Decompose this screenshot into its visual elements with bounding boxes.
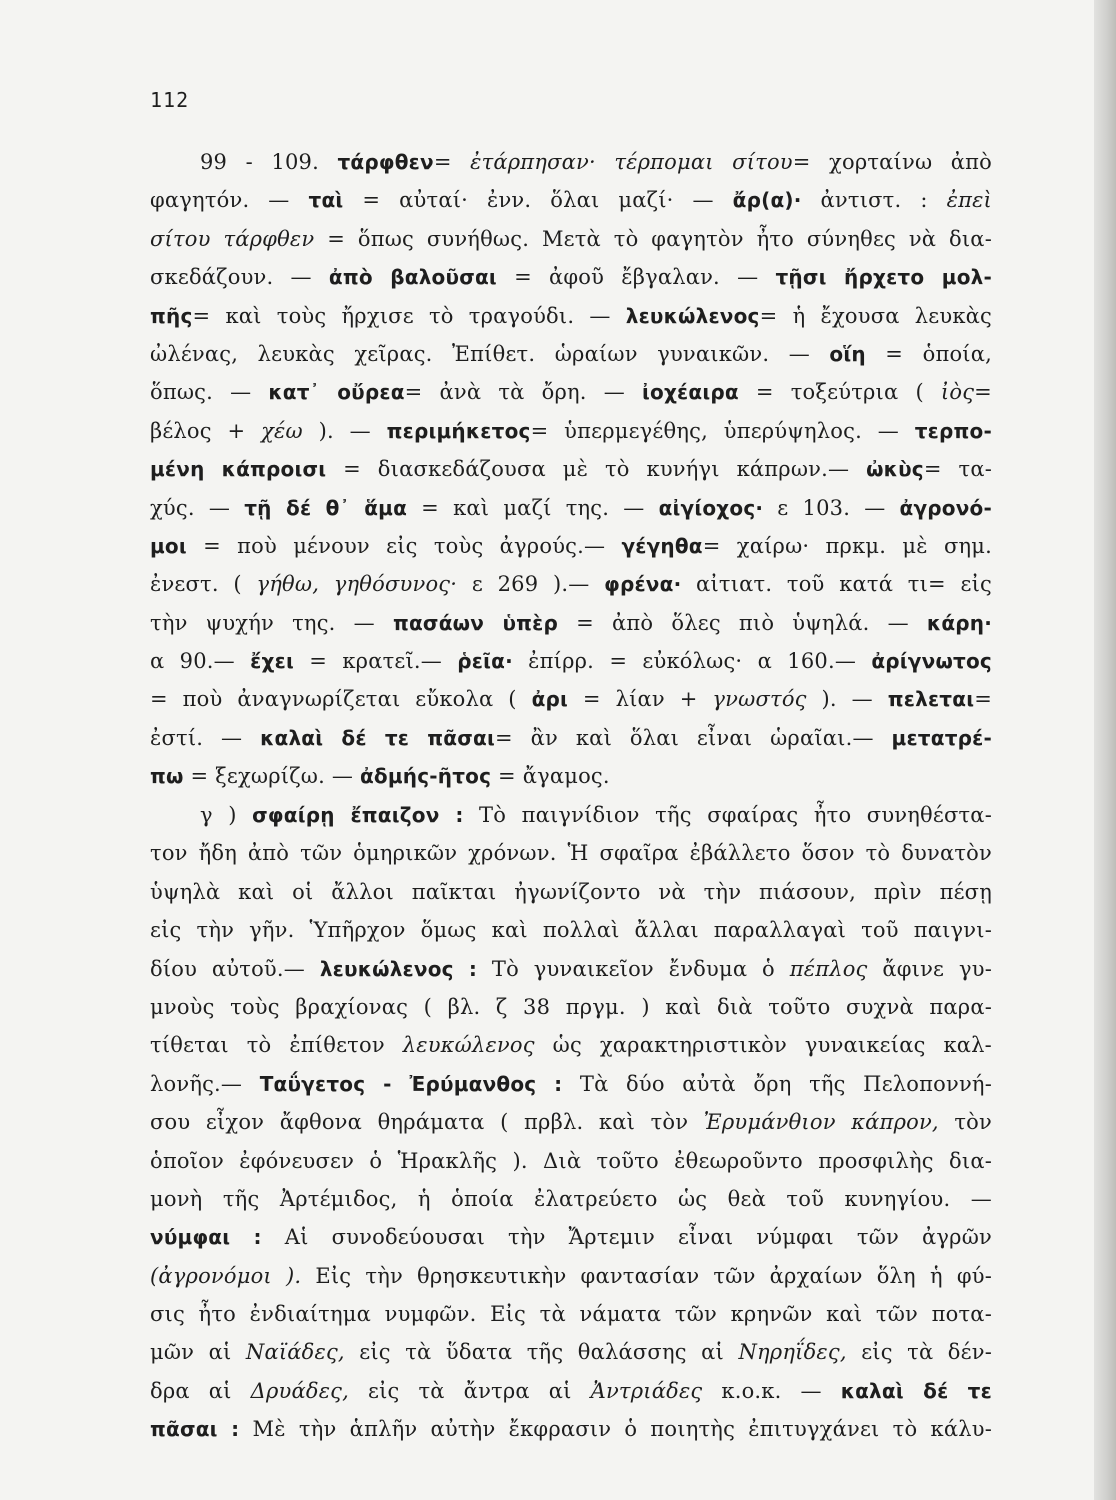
gloss-text: ε 103. —	[763, 495, 900, 520]
text-line	[150, 1257, 992, 1295]
lemma-term: ἀδμής-ῆτος	[359, 764, 492, 789]
gloss-text: ε 269 ).—	[457, 572, 605, 597]
gloss-text: =	[974, 687, 992, 712]
text-line	[150, 1103, 992, 1141]
gloss-text: ἀντιστ. :	[801, 188, 947, 213]
text-line	[150, 489, 992, 527]
gloss-text: = ἄγαμος.	[491, 764, 610, 789]
italic-text: (ἀγρονόμοι ).	[150, 1263, 302, 1288]
lemma-term: περιμήκετος	[386, 418, 531, 443]
lemma-term: πασάων ὑπὲρ	[392, 610, 559, 635]
text-line	[150, 873, 992, 911]
text-line	[150, 412, 992, 450]
lemma-term: σφαίρῃ ἔπαιζον :	[252, 803, 464, 827]
italic-text: χέω	[261, 418, 303, 443]
text-line	[150, 1372, 992, 1410]
italic-text: πέπλος	[789, 956, 868, 981]
italic-text: λευκώλενος	[402, 1033, 535, 1058]
gloss-text: εἰς τὰ δέν-	[846, 1340, 992, 1365]
lemma-term: καλαὶ δέ τε πᾶσαι	[260, 725, 495, 750]
text-line	[150, 1333, 992, 1371]
gloss-text: μονὴ τῆς Ἀρτέμιδος, ἡ ὁποία ἐλατρεύετο ὡς θεὰ τοῦ κυνηγίου. —	[150, 1186, 992, 1211]
gloss-text: δίου αὐτοῦ.—	[150, 956, 320, 981]
gloss-text: = αὐταί· ἐνν. ὅλαι μαζί· —	[343, 188, 733, 213]
gloss-text: τον ἤδη ἀπὸ τῶν ὁμηρικῶν χρόνων. Ἡ σφαῖρα ἐβάλλετο ὅσον τὸ δυνατὸν	[150, 841, 992, 866]
gloss-text: = ἂν καὶ ὅλαι εἶναι ὡραῖαι.—	[494, 725, 892, 750]
commentary-gamma	[150, 796, 992, 1449]
text-line	[150, 450, 992, 488]
lemma-term: ἀπὸ βαλοῦσαι	[328, 265, 497, 290]
gloss-text: κ.ο.κ. —	[702, 1378, 841, 1403]
lemma-term: ταὶ	[308, 188, 344, 213]
text-line	[150, 1410, 992, 1448]
gloss-text: Τὰ δύο αὐτὰ ὄρη τῆς Πελοποννή-	[562, 1071, 992, 1096]
italic-text: Νηρηΐδες,	[738, 1340, 847, 1365]
text-line	[150, 1065, 992, 1103]
gloss-text: λονῆς.—	[150, 1071, 260, 1096]
lemma-term: μοι	[150, 533, 187, 558]
italic-text: σίτου τάρφθεν	[150, 226, 315, 251]
lemma-term: νύμφαι :	[150, 1225, 262, 1250]
gloss-text: = ὅπως συνήθως. Μετὰ τὸ φαγητὸν ἦτο σύνηθες νὰ δια-	[314, 226, 992, 251]
gloss-text: = ποὺ μένουν εἰς τοὺς ἀγρούς.—	[186, 533, 622, 558]
lemma-term: ἄρ(α)·	[732, 188, 802, 213]
lemma-term: μετατρέ-	[891, 725, 993, 750]
gloss-text: ἐνεστ. (	[150, 572, 257, 597]
text-line	[150, 796, 992, 834]
gloss-text: ὠλένας, λευκὰς χεῖρας. Ἐπίθετ. ὡραίων γυναικῶν. —	[150, 341, 830, 366]
page-number: 112	[150, 88, 190, 112]
lemma-term: τάρφθεν	[337, 150, 434, 174]
gloss-text: τίθεται τὸ ἐπίθετον	[150, 1033, 403, 1058]
gloss-text: εἰς τὴν γῆν. Ὑπῆρχον ὅμως καὶ πολλαὶ ἄλλαι παραλλαγαὶ τοῦ παιγνι-	[150, 918, 992, 943]
gloss-text: = τα-	[923, 457, 993, 482]
text-line	[150, 604, 992, 642]
lemma-term: οἵη	[829, 341, 866, 366]
text-line	[150, 220, 992, 258]
italic-text: ἐπεὶ	[946, 188, 992, 213]
gloss-text: = ἡ ἔχουσα λευκὰς	[759, 303, 992, 328]
commentary-99-109	[150, 143, 992, 796]
gloss-text: ἐστί. —	[150, 725, 261, 750]
lemma-term: κατ᾽ οὔρεα	[268, 380, 405, 405]
text-line	[150, 757, 992, 795]
lemma-term: ἔχει	[250, 649, 294, 674]
gloss-text: = κρατεῖ.—	[293, 649, 458, 674]
text-line	[150, 911, 992, 949]
italic-text: Ἐρυμάνθιον κάπρον,	[703, 1110, 939, 1135]
lemma-term: Ταΰγετος - Ἐρύμανθος :	[259, 1071, 563, 1096]
text-line	[150, 719, 992, 757]
lemma-term: ἀρι	[531, 687, 569, 712]
italic-text: ἐτάρπησαν· τέρπομαι σίτου	[470, 150, 793, 174]
gloss-text: ἐπίρρ. = εὐκόλως· α 160.—	[512, 649, 872, 674]
gloss-text: = ὁποία,	[865, 341, 992, 366]
text-line	[150, 297, 992, 335]
text-line	[150, 680, 992, 718]
text-line	[150, 950, 992, 988]
text-line	[150, 143, 992, 181]
gloss-text: ὁποῖον ἐφόνευσεν ὁ Ἡρακλῆς ). Διὰ τοῦτο ἐθεωροῦντο προσφιλὴς δια-	[150, 1148, 992, 1173]
italic-text: Ἀντριάδες	[590, 1378, 703, 1403]
gloss-text: = καὶ τοὺς ἤρχισε τὸ τραγούδι. —	[192, 303, 626, 328]
lemma-term: πελεται	[887, 687, 975, 712]
text-line	[150, 1218, 992, 1256]
lemma-term: λευκώλενος :	[319, 956, 478, 981]
lemma-term: ὠκὺς	[866, 457, 924, 482]
italic-text: Δρυάδες,	[250, 1378, 350, 1403]
gloss-text: ὡς χαρακτηριστικὸν γυναικείας καλ-	[534, 1033, 992, 1058]
lemma-term: λευκώλενος	[625, 303, 760, 328]
gloss-text: = ἀπὸ ὅλες πιὸ ὑψηλά. —	[558, 610, 927, 635]
lemma-term: ἀγρονό-	[899, 495, 992, 520]
text-line	[150, 1180, 992, 1218]
text-line	[150, 335, 992, 373]
gloss-text: μῶν αἱ	[150, 1340, 246, 1365]
gloss-text: = ἀφοῦ ἔβγαλαν. —	[496, 265, 776, 290]
gloss-text: δρα αἱ	[150, 1378, 251, 1403]
text-line	[150, 565, 992, 603]
lemma-term: φρένα·	[604, 572, 682, 597]
gloss-text: =	[974, 380, 992, 405]
italic-text: Ναϊάδες,	[245, 1340, 345, 1365]
gloss-text: = ἀνὰ τὰ ὄρη. —	[404, 380, 643, 405]
gloss-text: =	[433, 150, 471, 174]
gloss-text: ). —	[302, 418, 387, 443]
lemma-term: πω	[150, 764, 184, 789]
text-line	[150, 1295, 992, 1333]
text-line	[150, 258, 992, 296]
gloss-text: αἰτιατ. τοῦ κατά τι= εἰς	[681, 572, 992, 597]
text-line	[150, 1142, 992, 1180]
gloss-text: βέλος +	[150, 418, 262, 443]
text-line	[150, 834, 992, 872]
text-line	[150, 181, 992, 219]
lemma-term: κάρη·	[926, 610, 993, 635]
text-line	[150, 642, 992, 680]
gloss-text: σις ἦτο ἐνδιαίτημα νυμφῶν. Εἰς τὰ νάματα τῶν κρηνῶν καὶ τῶν ποτα-	[150, 1302, 992, 1327]
page-edge-shadow	[1094, 0, 1116, 1500]
gloss-text: χύς. —	[150, 495, 245, 520]
gloss-text: τὸν	[938, 1110, 992, 1135]
gloss-text: 99 - 109.	[200, 150, 338, 174]
lemma-term: τερπο-	[914, 418, 992, 443]
gloss-text: μνοὺς τοὺς βραχίονας ( βλ. ζ 38 πργμ. ) καὶ διὰ τοῦτο συχνὰ παρα-	[150, 994, 992, 1019]
gloss-text: τὴν ψυχήν της. —	[150, 610, 393, 635]
italic-text: γνωστός	[712, 687, 807, 712]
lemma-term: ἀρίγνωτος	[871, 649, 992, 674]
gloss-text: = χαίρω· πρκμ. μὲ σημ.	[702, 533, 992, 558]
gloss-text: = ποὺ ἀναγνωρίζεται εὔκολα (	[150, 687, 532, 712]
gloss-text: σκεδάζουν. —	[150, 265, 329, 290]
text-line	[150, 988, 992, 1026]
text-line	[150, 373, 992, 411]
lemma-term: πῆς	[150, 303, 193, 328]
gloss-text: εἰς τὰ ἄντρα αἱ	[349, 1378, 591, 1403]
gloss-text: = διασκεδάζουσα μὲ τὸ κυνήγι κάπρων.—	[326, 457, 867, 482]
text-line	[150, 527, 992, 565]
lemma-term: γέγηθα	[621, 533, 703, 558]
gloss-text: Αἱ συνοδεύουσαι τὴν Ἄρτεμιν εἶναι νύμφαι τῶν ἀγρῶν	[261, 1225, 992, 1250]
gloss-text: ἄφινε γυ-	[867, 956, 992, 981]
lemma-term: τῇ δέ θ᾽ ἅμα	[244, 495, 408, 520]
lemma-term: πᾶσαι :	[150, 1417, 240, 1442]
gloss-text: εἰς τὰ ὕδατα τῆς θαλάσσης αἱ	[344, 1340, 739, 1365]
gloss-text: = λίαν +	[568, 687, 713, 712]
gloss-text: Μὲ τὴν ἁπλῆν αὐτὴν ἔκφρασιν ὁ ποιητὴς ἐπιτυγχάνει τὸ κάλυ-	[239, 1417, 992, 1442]
lemma-term: καλαὶ δέ τε	[840, 1378, 992, 1403]
gloss-text: γ )	[200, 803, 253, 827]
gloss-text: σου εἶχον ἄφθονα θηράματα ( πρβλ. καὶ τὸν	[150, 1110, 704, 1135]
gloss-text: α 90.—	[150, 649, 251, 674]
gloss-text: = ὑπερμεγέθης, ὑπερύψηλος. —	[530, 418, 915, 443]
gloss-text: ). —	[806, 687, 888, 712]
lemma-term: ἰοχέαιρα	[642, 380, 739, 405]
gloss-text: φαγητόν. —	[150, 188, 309, 213]
gloss-text: = καὶ μαζί της. —	[407, 495, 659, 520]
italic-text: γήθω, γηθόσυνος·	[256, 572, 458, 597]
gloss-text: ὅπως. —	[150, 380, 269, 405]
gloss-text: = ξεχωρίζω. —	[183, 764, 360, 789]
gloss-text: ὑψηλὰ καὶ οἱ ἄλλοι παῖκται ἠγωνίζοντο νὰ τὴν πιάσουν, πρὶν πέσῃ	[150, 879, 992, 904]
gloss-text: Εἰς τὴν θρησκευτικὴν φαντασίαν τῶν ἀρχαίων ὅλη ἡ φύ-	[301, 1263, 992, 1288]
lemma-term: ῥεῖα·	[457, 649, 513, 674]
text-line	[150, 1026, 992, 1064]
lemma-term: μένη κάπροισι	[150, 457, 327, 482]
gloss-text: = τοξεύτρια (	[738, 380, 941, 405]
gloss-text: = χορταίνω ἀπὸ	[792, 150, 992, 174]
gloss-text: Τὸ παιγνίδιον τῆς σφαίρας ἦτο συνηθέστα-	[463, 803, 992, 827]
lemma-term: αἰγίοχος·	[658, 495, 764, 520]
lemma-term: τῇσι ἤρχετο μολ-	[775, 265, 992, 290]
gloss-text: Τὸ γυναικεῖον ἔνδυμα ὁ	[477, 956, 790, 981]
italic-text: ἰὸς	[940, 380, 975, 405]
